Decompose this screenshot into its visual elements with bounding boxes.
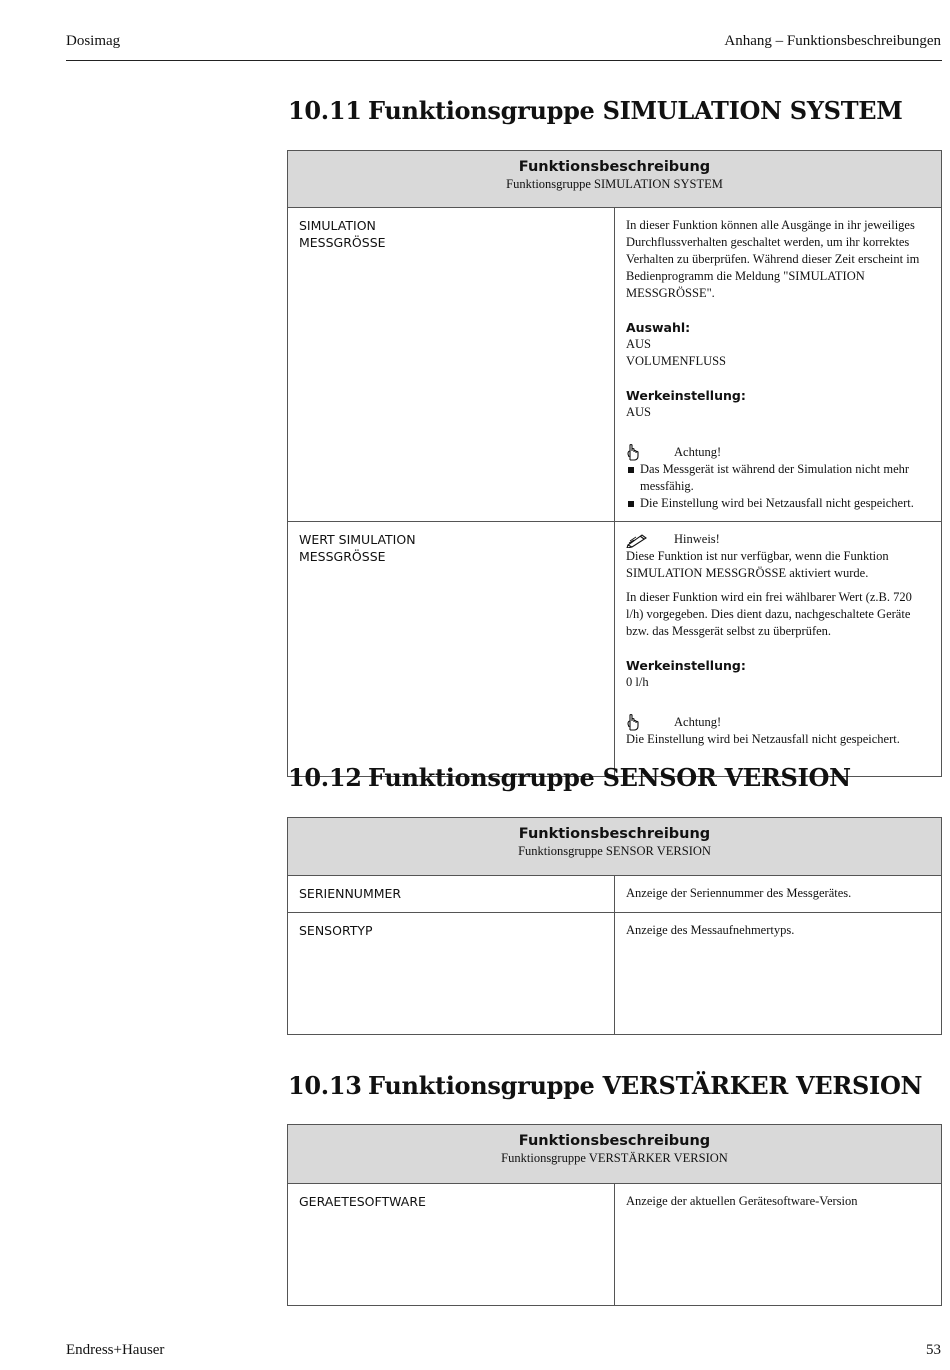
factory-setting-label: Werkeinstellung:	[626, 658, 746, 673]
function-table-simulation-system	[287, 150, 942, 777]
description-text: In dieser Funktion können alle Ausgänge in ihr jeweiliges Durchflussverhalten geschaltet werden, um ihr korrektes Verhalten zu überprüfen. Während dieser Zeit erscheint im Bedienprogramm die Meldung "SIMULATION MESSGRÖSSE".	[626, 218, 920, 300]
list-item: Das Messgerät ist während der Simulation nicht mehr messfähig.	[626, 461, 930, 495]
caution-text: Die Einstellung wird bei Netzausfall nicht gespeichert.	[626, 732, 900, 746]
section-title: Funktionsgruppe VERSTÄRKER VERSION	[368, 1071, 923, 1100]
table-head-subtitle: Funktionsgruppe SENSOR VERSION	[518, 844, 711, 858]
function-table-sensor-version	[287, 817, 942, 1035]
function-description: Anzeige der aktuellen Gerätesoftware-Version	[615, 1184, 942, 1306]
hint-text: Diese Funktion ist nur verfügbar, wenn die Funktion SIMULATION MESSGRÖSSE aktiviert wurde.	[626, 549, 889, 580]
function-description	[615, 208, 942, 522]
section-title: Funktionsgruppe SIMULATION SYSTEM	[368, 96, 903, 125]
table-head-title: Funktionsbeschreibung	[518, 1133, 711, 1149]
pointing-hand-icon	[626, 443, 674, 461]
table-head	[288, 818, 942, 876]
selection-option: VOLUMENFLUSS	[626, 354, 727, 368]
footer-company: Endress+Hauser	[66, 1342, 165, 1358]
section-heading-10-12	[288, 763, 851, 792]
pointing-hand-icon	[626, 713, 674, 731]
function-name-seriennummer: SERIENNUMMER	[288, 876, 615, 913]
header-doc-title: Dosimag	[66, 33, 121, 49]
function-name-geraetesoftware: GERAETESOFTWARE	[288, 1184, 615, 1306]
function-description: Anzeige der Seriennummer des Messgerätes.	[615, 876, 942, 913]
function-description: Anzeige des Messaufnehmertyps.	[615, 913, 942, 1035]
function-name-line: SIMULATION	[299, 218, 376, 233]
hint-note	[626, 531, 930, 548]
function-name-line: WERT SIMULATION	[299, 532, 416, 547]
table-head	[288, 1125, 942, 1184]
pencil-note-icon	[626, 532, 674, 548]
list-item: Die Einstellung wird bei Netzausfall nicht gespeichert.	[626, 495, 930, 512]
factory-setting-value: AUS	[626, 405, 652, 419]
section-title: Funktionsgruppe SENSOR VERSION	[368, 763, 851, 792]
header-chapter-title: Anhang – Funktionsbeschreibungen	[724, 33, 941, 49]
table-head-subtitle: Funktionsgruppe VERSTÄRKER VERSION	[501, 1151, 728, 1165]
caution-note	[626, 443, 930, 461]
caution-label: Achtung!	[674, 444, 722, 459]
page-number: 53	[926, 1342, 941, 1358]
table-head-title: Funktionsbeschreibung	[518, 159, 711, 175]
section-heading-10-13	[288, 1071, 922, 1100]
header-rule	[66, 60, 942, 61]
function-name-line: MESSGRÖSSE	[299, 235, 386, 250]
section-number: 10.13	[288, 1071, 362, 1100]
hint-label: Hinweis!	[674, 532, 720, 546]
function-name-wert-simulation-messgroesse	[288, 522, 615, 777]
factory-setting-value: 0 l/h	[626, 675, 649, 689]
section-number: 10.11	[288, 96, 362, 125]
selection-option: AUS	[626, 337, 652, 351]
section-number: 10.12	[288, 763, 362, 792]
function-name-sensortyp: SENSORTYP	[288, 913, 615, 1035]
table-head-subtitle: Funktionsgruppe SIMULATION SYSTEM	[506, 177, 723, 191]
function-table-verstaerker-version	[287, 1124, 942, 1306]
caution-label: Achtung!	[674, 714, 722, 729]
description-text: In dieser Funktion wird ein frei wählbarer Wert (z.B. 720 l/h) vorgegeben. Dies dient dazu, nachgeschaltete Geräte bzw. das Messgerät selbst zu überprüfen.	[626, 590, 912, 638]
table-head-title: Funktionsbeschreibung	[518, 826, 711, 842]
function-name-line: MESSGRÖSSE	[299, 549, 386, 564]
selection-label: Auswahl:	[626, 320, 691, 335]
function-description	[615, 522, 942, 777]
section-heading-10-11	[288, 96, 903, 125]
caution-list	[626, 461, 930, 512]
factory-setting-label: Werkeinstellung:	[626, 388, 746, 403]
caution-note	[626, 713, 930, 731]
table-head	[288, 151, 942, 208]
function-name-simulation-messgroesse	[288, 208, 615, 522]
